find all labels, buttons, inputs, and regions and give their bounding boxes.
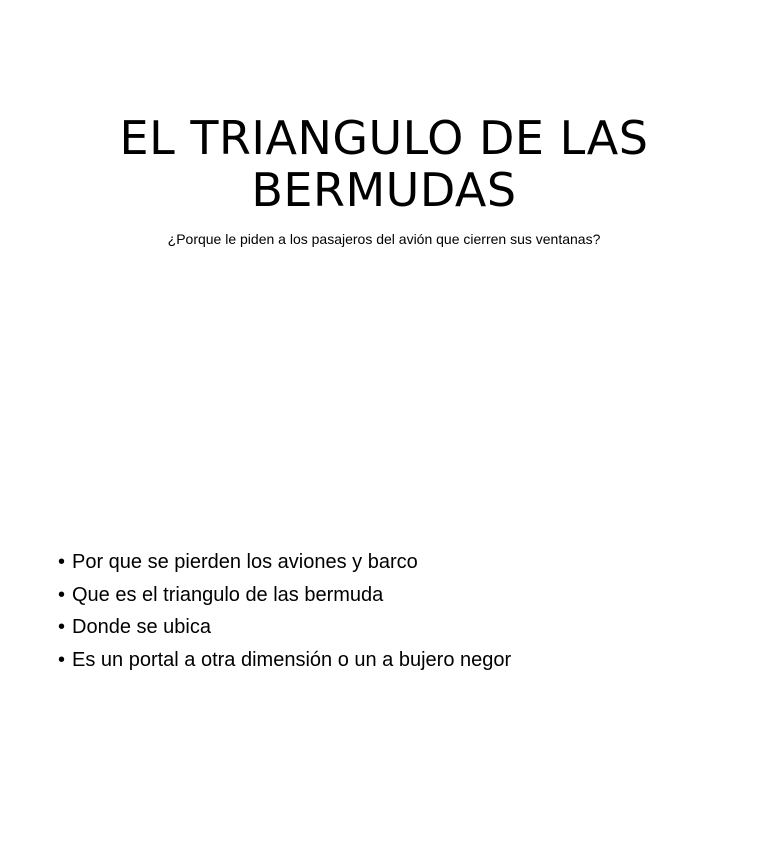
bullet-dot-icon: •: [58, 616, 66, 638]
bullet-text: Que es el triangulo de las bermuda: [72, 583, 384, 606]
bullet-dot-icon: •: [58, 583, 66, 606]
bullet-item: [58, 611, 738, 644]
slide-title: EL TRIANGULO DE LAS BERMUDAS: [119, 111, 649, 217]
bullet-text: Es un portal a otra dimensión o un a bujero negor: [72, 648, 512, 671]
bullet-dot-icon: •: [58, 551, 66, 573]
slide-subtitle: ¿Porque le piden a los pasajeros del avión que cierren sus ventanas?: [167, 231, 601, 247]
title-block: [40, 112, 728, 248]
bullet-text: Por que se pierden los aviones y barco: [72, 551, 418, 573]
bullet-list: [58, 546, 738, 676]
bullet-text: Donde se ubica: [72, 616, 211, 638]
bullet-dot-icon: •: [58, 648, 66, 671]
bullet-item: [58, 579, 738, 612]
bullet-item: [58, 546, 738, 579]
bullet-item: [58, 644, 738, 677]
